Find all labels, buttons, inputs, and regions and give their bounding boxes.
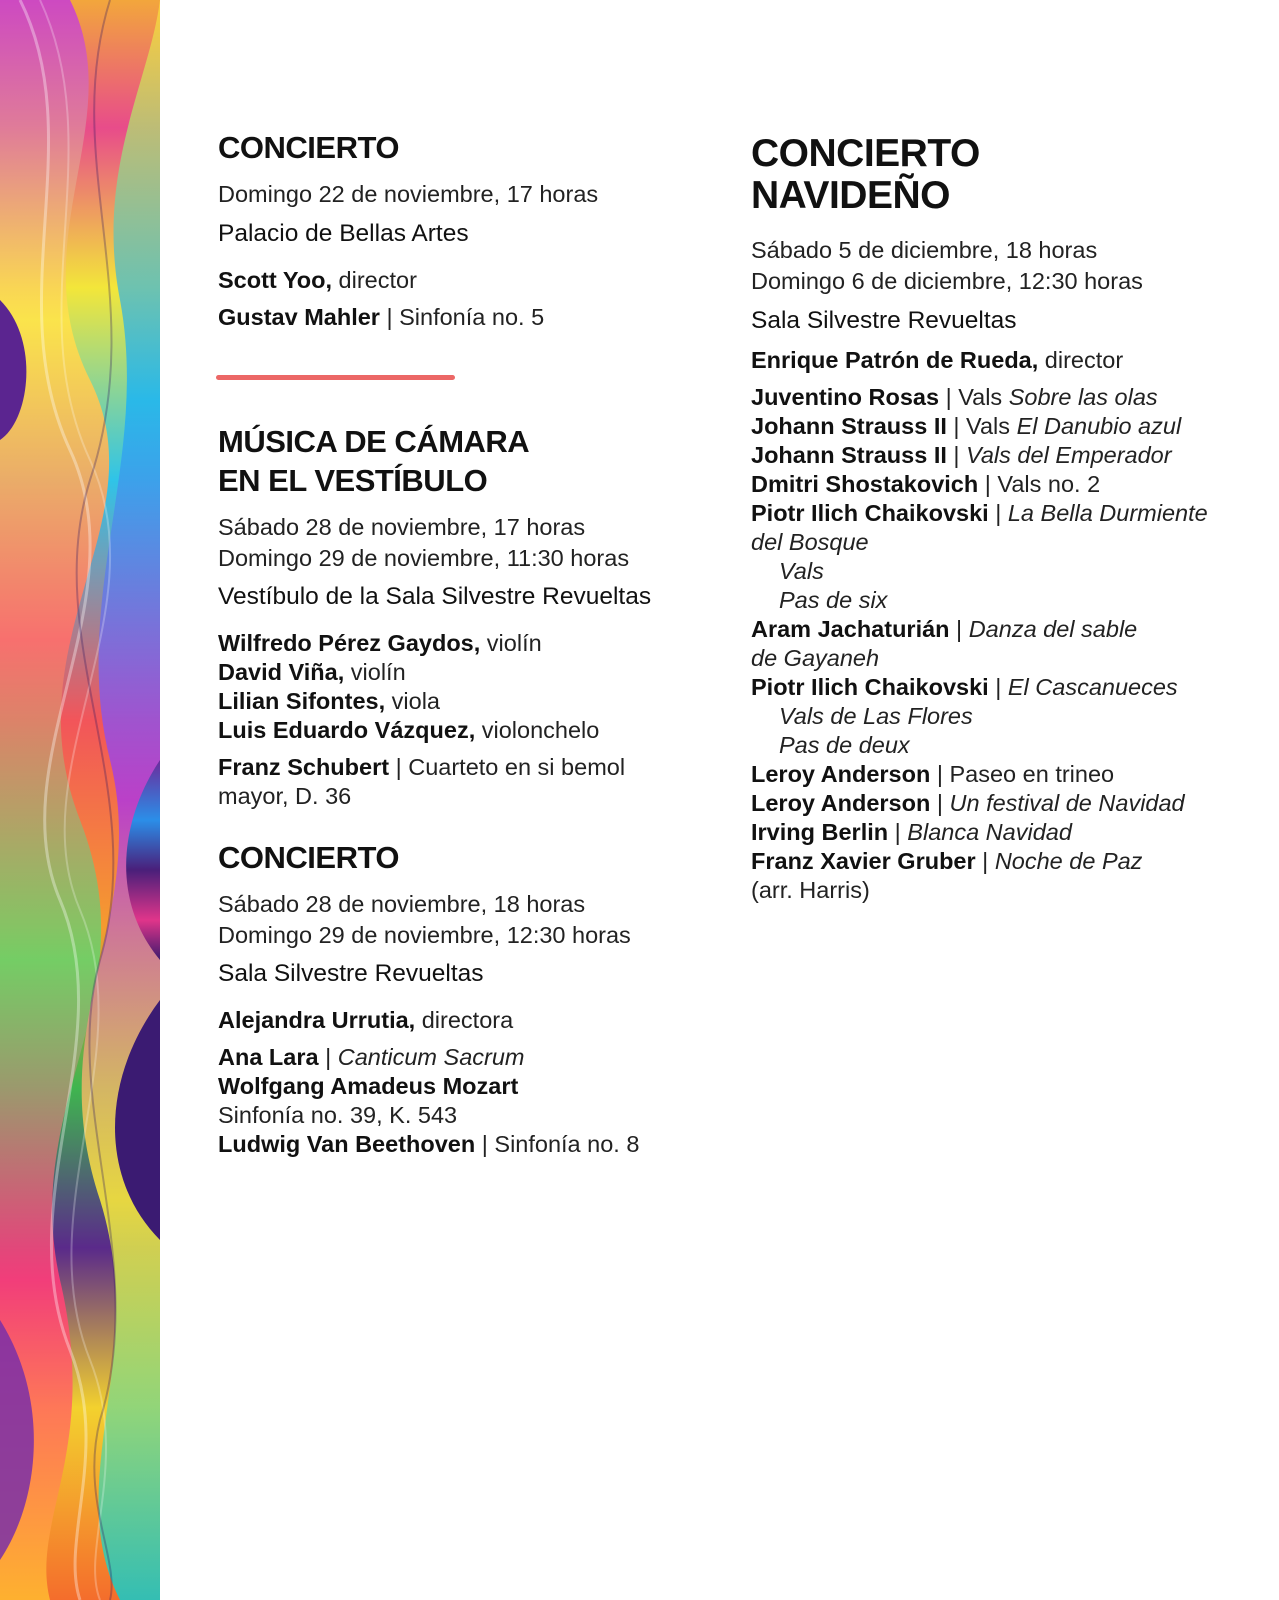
composer-name: Gustav Mahler	[218, 304, 380, 330]
program-row	[751, 499, 1208, 528]
work-title: El Cascanueces	[1007, 674, 1178, 700]
performer-instrument: violín	[480, 630, 542, 656]
separator: |	[975, 848, 995, 874]
navideno-date-2: Domingo 6 de diciembre, 12:30 horas	[751, 268, 1143, 294]
program-row: del Bosque	[751, 529, 869, 555]
performer-instrument: violín	[344, 659, 406, 685]
performer-name: Wilfredo Pérez Gaydos,	[218, 630, 481, 656]
separator: | Vals	[939, 384, 1009, 410]
performer-instrument: violonchelo	[475, 717, 600, 743]
performer-row	[218, 716, 599, 745]
concierto-2-title: CONCIERTO	[218, 840, 399, 875]
concierto-2-conductor	[218, 1006, 513, 1035]
camara-program-cont: mayor, D. 36	[218, 783, 352, 809]
camara-date-1: Sábado 28 de noviembre, 17 horas	[218, 514, 586, 540]
program-row	[751, 383, 1158, 412]
work-title: El Danubio azul	[1016, 413, 1182, 439]
work-title: Noche de Paz	[994, 848, 1143, 874]
navideno-title-line-1: CONCIERTO	[751, 132, 980, 175]
program-row	[751, 673, 1178, 702]
work-title: | Sinfonía no. 5	[379, 304, 545, 330]
composer-name: Leroy Anderson	[751, 761, 931, 787]
program-row	[751, 847, 1142, 876]
program-row	[751, 818, 1072, 847]
composer-name: Irving Berlin	[751, 819, 889, 845]
separator: |	[946, 442, 967, 468]
concierto-1-program	[218, 303, 544, 332]
program-movement: Pas de deux	[779, 732, 910, 758]
concierto-1-title: CONCIERTO	[218, 130, 399, 165]
program-row	[218, 1130, 639, 1159]
camara-title-line-1: MÚSICA DE CÁMARA	[218, 424, 530, 459]
navideno-date-1: Sábado 5 de diciembre, 18 horas	[751, 237, 1098, 263]
navideno-title-line-2: NAVIDEÑO	[751, 174, 950, 217]
navideno-venue: Sala Silvestre Revueltas	[751, 307, 1017, 334]
work-title: | Cuarteto en si bemol	[389, 754, 626, 780]
composer-name: Franz Xavier Gruber	[751, 848, 976, 874]
concierto-1-venue: Palacio de Bellas Artes	[218, 220, 469, 247]
composer-name: Leroy Anderson	[751, 790, 931, 816]
conductor-name: Alejandra Urrutia,	[218, 1007, 416, 1033]
performer-instrument: viola	[385, 688, 441, 714]
conductor-name: Scott Yoo,	[218, 267, 333, 293]
program-row: de Gayaneh	[751, 645, 880, 671]
concierto-1-conductor	[218, 266, 417, 295]
camara-date-2: Domingo 29 de noviembre, 11:30 horas	[218, 545, 630, 571]
concierto-2-date-2: Domingo 29 de noviembre, 12:30 horas	[218, 922, 631, 948]
program-movement: Pas de six	[779, 587, 888, 613]
program-movement: Vals	[779, 558, 824, 584]
composer-name: Wolfgang Amadeus Mozart	[218, 1073, 519, 1099]
work-title: Blanca Navidad	[907, 819, 1072, 845]
work-title: Danza del sable	[968, 616, 1138, 642]
program-row	[751, 412, 1181, 441]
performer-name: Luis Eduardo Vázquez,	[218, 717, 476, 743]
performer-row	[218, 658, 406, 687]
composer-name: Johann Strauss II	[751, 442, 947, 468]
composer-name: Ludwig Van Beethoven	[218, 1131, 476, 1157]
work-title: Sobre las olas	[1008, 384, 1158, 410]
work-title: Canticum Sacrum	[337, 1044, 525, 1070]
conductor-role: directora	[415, 1007, 514, 1033]
concierto-1-date: Domingo 22 de noviembre, 17 horas	[218, 181, 599, 207]
program-row: Sinfonía no. 39, K. 543	[218, 1102, 458, 1128]
work-title: La Bella Durmiente	[1007, 500, 1208, 526]
program-row	[751, 615, 1137, 644]
separator: | Vals	[946, 413, 1017, 439]
camara-title-line-2: EN EL VESTÍBULO	[218, 463, 488, 498]
separator: |	[949, 616, 969, 642]
concierto-2-date-1: Sábado 28 de noviembre, 18 horas	[218, 891, 586, 917]
performer-row	[218, 629, 542, 658]
composer-name: Dmitri Shostakovich	[751, 471, 979, 497]
separator: |	[888, 819, 908, 845]
composer-name: Piotr Ilich Chaikovski	[751, 674, 989, 700]
composer-name: Ana Lara	[218, 1044, 319, 1070]
program-row	[751, 760, 1114, 789]
performer-name: Lilian Sifontes,	[218, 688, 386, 714]
program-movement: Vals de Las Flores	[779, 703, 973, 729]
navideno-conductor	[751, 346, 1123, 375]
section-divider	[216, 375, 455, 380]
program-row	[218, 1072, 518, 1101]
performer-name: David Viña,	[218, 659, 345, 685]
separator: |	[930, 790, 950, 816]
composer-name: Juventino Rosas	[751, 384, 940, 410]
camara-program	[218, 753, 625, 782]
performer-row	[218, 687, 440, 716]
conductor-name: Enrique Patrón de Rueda,	[751, 347, 1039, 373]
composer-name: Aram Jachaturián	[751, 616, 950, 642]
work-title: | Paseo en trineo	[930, 761, 1115, 787]
wave-artwork	[0, 0, 160, 1600]
conductor-role: director	[332, 267, 417, 293]
work-title: Vals del Emperador	[966, 442, 1172, 468]
composer-name: Franz Schubert	[218, 754, 390, 780]
concierto-2-venue: Sala Silvestre Revueltas	[218, 960, 484, 987]
composer-name: Piotr Ilich Chaikovski	[751, 500, 989, 526]
work-title: | Vals no. 2	[978, 471, 1101, 497]
program-row	[751, 470, 1100, 499]
work-title: | Sinfonía no. 8	[475, 1131, 640, 1157]
program-row: (arr. Harris)	[751, 877, 870, 903]
composer-name: Johann Strauss II	[751, 413, 947, 439]
separator: |	[988, 500, 1008, 526]
program-row	[751, 789, 1185, 818]
camara-venue: Vestíbulo de la Sala Silvestre Revueltas	[218, 583, 652, 610]
separator: |	[988, 674, 1008, 700]
work-title: Un festival de Navidad	[949, 790, 1185, 816]
separator: |	[318, 1044, 338, 1070]
program-row	[218, 1043, 525, 1072]
decorative-wave-strip	[0, 0, 160, 1600]
conductor-role: director	[1038, 347, 1124, 373]
program-row	[751, 441, 1172, 470]
